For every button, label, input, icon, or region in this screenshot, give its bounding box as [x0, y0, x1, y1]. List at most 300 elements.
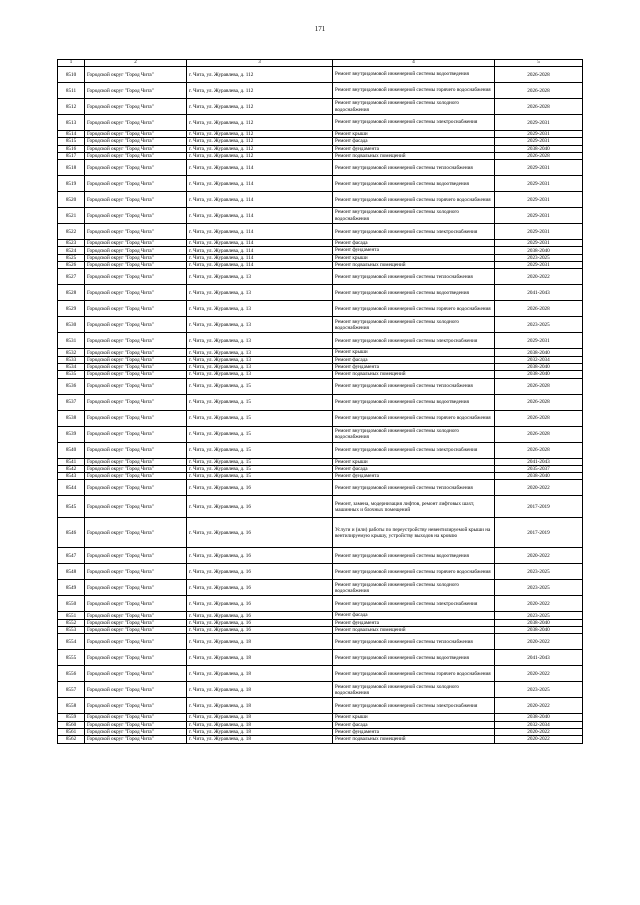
period-cell: 2038-2040 — [495, 473, 583, 480]
period-cell: 2017-2019 — [495, 518, 583, 548]
municipality-cell: Городской округ "Город Чита" — [85, 548, 187, 564]
period-cell: 2029-2031 — [495, 192, 583, 208]
table-row — [58, 378, 583, 394]
table-row — [58, 619, 583, 626]
table-row — [58, 612, 583, 619]
municipality-cell: Городской округ "Город Чита" — [85, 627, 187, 634]
work-type-cell: Ремонт внутридомовой инженерной системы горячего водоснабжения — [333, 83, 495, 99]
period-cell: 2029-2031 — [495, 224, 583, 240]
work-type-cell: Ремонт фасада — [333, 138, 495, 145]
work-type-cell: Ремонт внутридомовой инженерной системы холодного водоснабжения — [333, 317, 495, 333]
address-cell: г. Чита, ул. Журавлева, д. 16 — [187, 580, 333, 596]
work-type-cell: Ремонт внутридомовой инженерной системы водоотведения — [333, 548, 495, 564]
address-cell: г. Чита, ул. Журавлева, д. 18 — [187, 736, 333, 743]
table-row — [58, 465, 583, 472]
work-type-cell: Ремонт внутридомовой инженерной системы водоотведения — [333, 650, 495, 666]
period-cell: 2026-2028 — [495, 378, 583, 394]
municipality-cell: Городской округ "Город Чита" — [85, 99, 187, 115]
municipality-cell: Городской округ "Город Чита" — [85, 356, 187, 363]
address-cell: г. Чита, ул. Журавлева, д. 16 — [187, 548, 333, 564]
address-cell: г. Чита, ул. Журавлева, д. 112 — [187, 131, 333, 138]
row-number: 8536 — [58, 378, 85, 394]
period-cell: 2026-2028 — [495, 442, 583, 458]
period-cell: 2026-2028 — [495, 410, 583, 426]
work-type-cell: Ремонт фундамента — [333, 363, 495, 370]
row-number: 8531 — [58, 333, 85, 349]
period-cell: 2026-2028 — [495, 99, 583, 115]
row-number: 8534 — [58, 363, 85, 370]
municipality-cell: Городской округ "Город Чита" — [85, 83, 187, 99]
table-row — [58, 269, 583, 285]
table-row — [58, 285, 583, 301]
table-row — [58, 518, 583, 548]
row-number: 8550 — [58, 596, 85, 612]
work-type-cell: Ремонт крыши — [333, 254, 495, 261]
municipality-cell: Городской округ "Город Чита" — [85, 67, 187, 83]
table-row — [58, 426, 583, 442]
address-cell: г. Чита, ул. Журавлева, д. 114 — [187, 224, 333, 240]
municipality-cell: Городской округ "Город Чита" — [85, 254, 187, 261]
column-header: 1 — [58, 60, 85, 67]
table-row — [58, 349, 583, 356]
municipality-cell: Городской округ "Город Чита" — [85, 262, 187, 269]
table-row — [58, 698, 583, 714]
table-row — [58, 634, 583, 650]
municipality-cell: Городской округ "Город Чита" — [85, 480, 187, 496]
period-cell: 2029-2031 — [495, 115, 583, 131]
address-cell: г. Чита, ул. Журавлева, д. 16 — [187, 619, 333, 626]
period-cell: 2038-2040 — [495, 371, 583, 378]
period-cell: 2026-2028 — [495, 83, 583, 99]
address-cell: г. Чита, ул. Журавлева, д. 16 — [187, 480, 333, 496]
address-cell: г. Чита, ул. Журавлева, д. 15 — [187, 458, 333, 465]
period-cell: 2023-2025 — [495, 580, 583, 596]
address-cell: г. Чита, ул. Журавлева, д. 18 — [187, 634, 333, 650]
address-cell: г. Чита, ул. Журавлева, д. 112 — [187, 115, 333, 131]
address-cell: г. Чита, ул. Журавлева, д. 15 — [187, 426, 333, 442]
municipality-cell: Городской округ "Город Чита" — [85, 152, 187, 159]
address-cell: г. Чита, ул. Журавлева, д. 13 — [187, 363, 333, 370]
period-cell: 2020-2022 — [495, 698, 583, 714]
municipality-cell: Городской округ "Город Чита" — [85, 728, 187, 735]
work-type-cell: Ремонт подвальных помещений — [333, 627, 495, 634]
municipality-cell: Городской округ "Город Чита" — [85, 612, 187, 619]
table-row — [58, 67, 583, 83]
address-cell: г. Чита, ул. Журавлева, д. 112 — [187, 152, 333, 159]
municipality-cell: Городской округ "Город Чита" — [85, 410, 187, 426]
work-type-cell: Ремонт, замена, модернизация лифтов, ремонт лифтовых шахт, машинных и блочных помещений — [333, 496, 495, 518]
address-cell: г. Чита, ул. Журавлева, д. 16 — [187, 496, 333, 518]
work-type-cell: Ремонт фундамента — [333, 728, 495, 735]
work-type-cell: Ремонт фасада — [333, 465, 495, 472]
address-cell: г. Чита, ул. Журавлева, д. 112 — [187, 138, 333, 145]
table-row — [58, 458, 583, 465]
row-number: 8549 — [58, 580, 85, 596]
work-type-cell: Услуги и (или) работы по переустройству невентилируемой крыши на вентилируемую крышу, устройству выходов на кровлю — [333, 518, 495, 548]
page-number: 171 — [314, 25, 326, 33]
table-body — [58, 60, 583, 744]
period-cell: 2023-2025 — [495, 254, 583, 261]
row-number: 8554 — [58, 634, 85, 650]
period-cell: 2029-2031 — [495, 208, 583, 224]
work-type-cell: Ремонт внутридомовой инженерной системы теплоснабжения — [333, 269, 495, 285]
period-cell: 2041-2043 — [495, 458, 583, 465]
work-type-cell: Ремонт внутридомовой инженерной системы горячего водоснабжения — [333, 564, 495, 580]
work-type-cell: Ремонт внутридомовой инженерной системы горячего водоснабжения — [333, 410, 495, 426]
municipality-cell: Городской округ "Город Чита" — [85, 564, 187, 580]
period-cell: 2029-2031 — [495, 160, 583, 176]
row-number: 8555 — [58, 650, 85, 666]
table-row — [58, 192, 583, 208]
address-cell: г. Чита, ул. Журавлева, д. 15 — [187, 465, 333, 472]
table-row — [58, 208, 583, 224]
table-row — [58, 442, 583, 458]
address-cell: г. Чита, ул. Журавлева, д. 114 — [187, 192, 333, 208]
work-type-cell: Ремонт внутридомовой инженерной системы холодного водоснабжения — [333, 99, 495, 115]
address-cell: г. Чита, ул. Журавлева, д. 13 — [187, 333, 333, 349]
work-type-cell: Ремонт внутридомовой инженерной системы холодного водоснабжения — [333, 682, 495, 698]
address-cell: г. Чита, ул. Журавлева, д. 18 — [187, 666, 333, 682]
period-cell: 2029-2031 — [495, 138, 583, 145]
municipality-cell: Городской округ "Город Чита" — [85, 458, 187, 465]
address-cell: г. Чита, ул. Журавлева, д. 15 — [187, 442, 333, 458]
table-row — [58, 145, 583, 152]
row-number: 8543 — [58, 473, 85, 480]
row-number: 8525 — [58, 254, 85, 261]
period-cell: 2029-2031 — [495, 240, 583, 247]
period-cell: 2020-2022 — [495, 666, 583, 682]
row-number: 8526 — [58, 262, 85, 269]
table-row — [58, 301, 583, 317]
municipality-cell: Городской округ "Город Чита" — [85, 650, 187, 666]
period-cell: 2038-2040 — [495, 619, 583, 626]
municipality-cell: Городской округ "Город Чита" — [85, 192, 187, 208]
municipality-cell: Городской округ "Город Чита" — [85, 247, 187, 254]
table-row — [58, 138, 583, 145]
row-number: 8561 — [58, 728, 85, 735]
address-cell: г. Чита, ул. Журавлева, д. 16 — [187, 564, 333, 580]
work-type-cell: Ремонт внутридомовой инженерной системы водоотведения — [333, 176, 495, 192]
table-row — [58, 650, 583, 666]
address-cell: г. Чита, ул. Журавлева, д. 114 — [187, 160, 333, 176]
work-type-cell: Ремонт крыши — [333, 458, 495, 465]
row-number: 8528 — [58, 285, 85, 301]
municipality-cell: Городской округ "Город Чита" — [85, 145, 187, 152]
table-row — [58, 176, 583, 192]
row-number: 8560 — [58, 721, 85, 728]
work-type-cell: Ремонт фундамента — [333, 619, 495, 626]
table-row — [58, 131, 583, 138]
address-cell: г. Чита, ул. Журавлева, д. 16 — [187, 612, 333, 619]
row-number: 8522 — [58, 224, 85, 240]
row-number: 8559 — [58, 714, 85, 721]
period-cell: 2020-2022 — [495, 480, 583, 496]
repair-schedule-table — [57, 59, 583, 744]
work-type-cell: Ремонт внутридомовой инженерной системы теплоснабжения — [333, 634, 495, 650]
work-type-cell: Ремонт внутридомовой инженерной системы теплоснабжения — [333, 480, 495, 496]
period-cell: 2038-2040 — [495, 145, 583, 152]
row-number: 8517 — [58, 152, 85, 159]
address-cell: г. Чита, ул. Журавлева, д. 16 — [187, 518, 333, 548]
work-type-cell: Ремонт внутридомовой инженерной системы водоотведения — [333, 285, 495, 301]
table-row — [58, 152, 583, 159]
address-cell: г. Чита, ул. Журавлева, д. 112 — [187, 145, 333, 152]
work-type-cell: Ремонт внутридомовой инженерной системы электроснабжения — [333, 224, 495, 240]
municipality-cell: Городской округ "Город Чита" — [85, 596, 187, 612]
municipality-cell: Городской округ "Город Чита" — [85, 634, 187, 650]
row-number: 8551 — [58, 612, 85, 619]
municipality-cell: Городской округ "Город Чита" — [85, 349, 187, 356]
municipality-cell: Городской округ "Город Чита" — [85, 138, 187, 145]
table-row — [58, 240, 583, 247]
row-number: 8514 — [58, 131, 85, 138]
address-cell: г. Чита, ул. Журавлева, д. 114 — [187, 208, 333, 224]
work-type-cell: Ремонт фасада — [333, 356, 495, 363]
municipality-cell: Городской округ "Город Чита" — [85, 333, 187, 349]
row-number: 8540 — [58, 442, 85, 458]
period-cell: 2023-2025 — [495, 682, 583, 698]
municipality-cell: Городской округ "Город Чита" — [85, 473, 187, 480]
table-row — [58, 480, 583, 496]
table-row — [58, 333, 583, 349]
address-cell: г. Чита, ул. Журавлева, д. 15 — [187, 473, 333, 480]
table-row — [58, 410, 583, 426]
address-cell: г. Чита, ул. Журавлева, д. 13 — [187, 349, 333, 356]
column-header: 2 — [85, 60, 187, 67]
row-number: 8520 — [58, 192, 85, 208]
row-number: 8556 — [58, 666, 85, 682]
period-cell: 2020-2022 — [495, 596, 583, 612]
period-cell: 2038-2040 — [495, 349, 583, 356]
municipality-cell: Городской округ "Город Чита" — [85, 442, 187, 458]
table-row — [58, 317, 583, 333]
work-type-cell: Ремонт внутридомовой инженерной системы электроснабжения — [333, 596, 495, 612]
column-header: 3 — [187, 60, 333, 67]
column-header: 5 — [495, 60, 583, 67]
period-cell: 2038-2040 — [495, 247, 583, 254]
period-cell: 2032-2034 — [495, 356, 583, 363]
work-type-cell: Ремонт подвальных помещений — [333, 736, 495, 743]
row-number: 8542 — [58, 465, 85, 472]
table-row — [58, 356, 583, 363]
municipality-cell: Городской округ "Город Чита" — [85, 371, 187, 378]
address-cell: г. Чита, ул. Журавлева, д. 18 — [187, 714, 333, 721]
period-cell: 2032-2034 — [495, 721, 583, 728]
municipality-cell: Городской округ "Город Чита" — [85, 426, 187, 442]
municipality-cell: Городской округ "Город Чита" — [85, 518, 187, 548]
municipality-cell: Городской округ "Город Чита" — [85, 285, 187, 301]
period-cell: 2023-2025 — [495, 612, 583, 619]
table-row — [58, 596, 583, 612]
period-cell: 2026-2028 — [495, 394, 583, 410]
municipality-cell: Городской округ "Город Чита" — [85, 714, 187, 721]
row-number: 8537 — [58, 394, 85, 410]
municipality-cell: Городской округ "Город Чита" — [85, 496, 187, 518]
work-type-cell: Ремонт внутридомовой инженерной системы горячего водоснабжения — [333, 666, 495, 682]
period-cell: 2038-2040 — [495, 714, 583, 721]
table-row — [58, 99, 583, 115]
municipality-cell: Городской округ "Город Чита" — [85, 698, 187, 714]
municipality-cell: Городской округ "Город Чита" — [85, 378, 187, 394]
address-cell: г. Чита, ул. Журавлева, д. 13 — [187, 285, 333, 301]
period-cell: 2023-2025 — [495, 564, 583, 580]
work-type-cell: Ремонт подвальных помещений — [333, 262, 495, 269]
row-number: 8512 — [58, 99, 85, 115]
period-cell: 2026-2028 — [495, 301, 583, 317]
table-row — [58, 160, 583, 176]
municipality-cell: Городской округ "Город Чита" — [85, 580, 187, 596]
row-number: 8552 — [58, 619, 85, 626]
work-type-cell: Ремонт фасада — [333, 240, 495, 247]
row-number: 8521 — [58, 208, 85, 224]
row-number: 8524 — [58, 247, 85, 254]
work-type-cell: Ремонт внутридомовой инженерной системы холодного водоснабжения — [333, 580, 495, 596]
period-cell: 2038-2040 — [495, 363, 583, 370]
municipality-cell: Городской округ "Город Чита" — [85, 301, 187, 317]
municipality-cell: Городской округ "Город Чита" — [85, 682, 187, 698]
table-row — [58, 254, 583, 261]
row-number: 8535 — [58, 371, 85, 378]
address-cell: г. Чита, ул. Журавлева, д. 18 — [187, 650, 333, 666]
address-cell: г. Чита, ул. Журавлева, д. 15 — [187, 378, 333, 394]
row-number: 8546 — [58, 518, 85, 548]
table-row — [58, 115, 583, 131]
address-cell: г. Чита, ул. Журавлева, д. 112 — [187, 83, 333, 99]
address-cell: г. Чита, ул. Журавлева, д. 18 — [187, 721, 333, 728]
row-number: 8562 — [58, 736, 85, 743]
period-cell: 2029-2031 — [495, 176, 583, 192]
period-cell: 2038-2040 — [495, 627, 583, 634]
table-row — [58, 262, 583, 269]
address-cell: г. Чита, ул. Журавлева, д. 15 — [187, 394, 333, 410]
address-cell: г. Чита, ул. Журавлева, д. 13 — [187, 317, 333, 333]
work-type-cell: Ремонт фасада — [333, 721, 495, 728]
municipality-cell: Городской округ "Город Чита" — [85, 176, 187, 192]
column-header: 4 — [333, 60, 495, 67]
table-row — [58, 714, 583, 721]
row-number: 8527 — [58, 269, 85, 285]
period-cell: 2041-2043 — [495, 650, 583, 666]
table-row — [58, 363, 583, 370]
row-number: 8510 — [58, 67, 85, 83]
row-number: 8513 — [58, 115, 85, 131]
work-type-cell: Ремонт крыши — [333, 131, 495, 138]
work-type-cell: Ремонт внутридомовой инженерной системы водоотведения — [333, 394, 495, 410]
row-number: 8547 — [58, 548, 85, 564]
row-number: 8558 — [58, 698, 85, 714]
address-cell: г. Чита, ул. Журавлева, д. 18 — [187, 728, 333, 735]
period-cell: 2026-2028 — [495, 426, 583, 442]
work-type-cell: Ремонт подвальных помещений — [333, 152, 495, 159]
address-cell: г. Чита, ул. Журавлева, д. 114 — [187, 247, 333, 254]
work-type-cell: Ремонт внутридомовой инженерной системы теплоснабжения — [333, 160, 495, 176]
period-cell: 2020-2022 — [495, 736, 583, 743]
work-type-cell: Ремонт внутридомовой инженерной системы электроснабжения — [333, 333, 495, 349]
municipality-cell: Городской округ "Город Чита" — [85, 224, 187, 240]
address-cell: г. Чита, ул. Журавлева, д. 16 — [187, 596, 333, 612]
table-row — [58, 371, 583, 378]
work-type-cell: Ремонт внутридомовой инженерной системы теплоснабжения — [333, 378, 495, 394]
row-number: 8523 — [58, 240, 85, 247]
municipality-cell: Городской округ "Город Чита" — [85, 269, 187, 285]
period-cell: 2020-2022 — [495, 269, 583, 285]
work-type-cell: Ремонт внутридомовой инженерной системы электроснабжения — [333, 115, 495, 131]
address-cell: г. Чита, ул. Журавлева, д. 16 — [187, 627, 333, 634]
period-cell: 2035-2037 — [495, 465, 583, 472]
address-cell: г. Чита, ул. Журавлева, д. 13 — [187, 301, 333, 317]
row-number: 8532 — [58, 349, 85, 356]
row-number: 8553 — [58, 627, 85, 634]
table-row — [58, 473, 583, 480]
work-type-cell: Ремонт фундамента — [333, 473, 495, 480]
address-cell: г. Чита, ул. Журавлева, д. 15 — [187, 410, 333, 426]
period-cell: 2029-2031 — [495, 262, 583, 269]
table-row — [58, 247, 583, 254]
row-number: 8539 — [58, 426, 85, 442]
work-type-cell: Ремонт внутридомовой инженерной системы водоотведения — [333, 67, 495, 83]
table-row — [58, 682, 583, 698]
row-number: 8518 — [58, 160, 85, 176]
table-row — [58, 496, 583, 518]
row-number: 8545 — [58, 496, 85, 518]
row-number: 8519 — [58, 176, 85, 192]
municipality-cell: Городской округ "Город Чита" — [85, 363, 187, 370]
period-cell: 2029-2031 — [495, 333, 583, 349]
municipality-cell: Городской округ "Город Чита" — [85, 240, 187, 247]
row-number: 8511 — [58, 83, 85, 99]
municipality-cell: Городской округ "Город Чита" — [85, 394, 187, 410]
address-cell: г. Чита, ул. Журавлева, д. 13 — [187, 269, 333, 285]
address-cell: г. Чита, ул. Журавлева, д. 114 — [187, 240, 333, 247]
work-type-cell: Ремонт внутридомовой инженерной системы холодного водоснабжения — [333, 426, 495, 442]
table-row — [58, 548, 583, 564]
work-type-cell: Ремонт внутридомовой инженерной системы холодного водоснабжения — [333, 208, 495, 224]
period-cell: 2017-2019 — [495, 496, 583, 518]
address-cell: г. Чита, ул. Журавлева, д. 13 — [187, 371, 333, 378]
table-row — [58, 666, 583, 682]
row-number: 8516 — [58, 145, 85, 152]
work-type-cell: Ремонт крыши — [333, 349, 495, 356]
row-number: 8533 — [58, 356, 85, 363]
municipality-cell: Городской округ "Город Чита" — [85, 317, 187, 333]
work-type-cell: Ремонт фундамента — [333, 247, 495, 254]
period-cell: 2020-2022 — [495, 634, 583, 650]
address-cell: г. Чита, ул. Журавлева, д. 114 — [187, 176, 333, 192]
municipality-cell: Городской округ "Город Чита" — [85, 736, 187, 743]
period-cell: 2041-2043 — [495, 285, 583, 301]
table-row — [58, 394, 583, 410]
period-cell: 2026-2028 — [495, 67, 583, 83]
address-cell: г. Чита, ул. Журавлева, д. 18 — [187, 682, 333, 698]
municipality-cell: Городской округ "Город Чита" — [85, 115, 187, 131]
municipality-cell: Городской округ "Город Чита" — [85, 666, 187, 682]
table-header-row — [58, 60, 583, 67]
row-number: 8541 — [58, 458, 85, 465]
address-cell: г. Чита, ул. Журавлева, д. 112 — [187, 67, 333, 83]
row-number: 8530 — [58, 317, 85, 333]
period-cell: 2026-2028 — [495, 152, 583, 159]
work-type-cell: Ремонт внутридомовой инженерной системы электроснабжения — [333, 698, 495, 714]
period-cell: 2029-2031 — [495, 131, 583, 138]
municipality-cell: Городской округ "Город Чита" — [85, 619, 187, 626]
table-row — [58, 580, 583, 596]
work-type-cell: Ремонт внутридомовой инженерной системы электроснабжения — [333, 442, 495, 458]
work-type-cell: Ремонт внутридомовой инженерной системы горячего водоснабжения — [333, 301, 495, 317]
table-row — [58, 224, 583, 240]
address-cell: г. Чита, ул. Журавлева, д. 114 — [187, 254, 333, 261]
municipality-cell: Городской округ "Город Чита" — [85, 131, 187, 138]
period-cell: 2023-2025 — [495, 317, 583, 333]
